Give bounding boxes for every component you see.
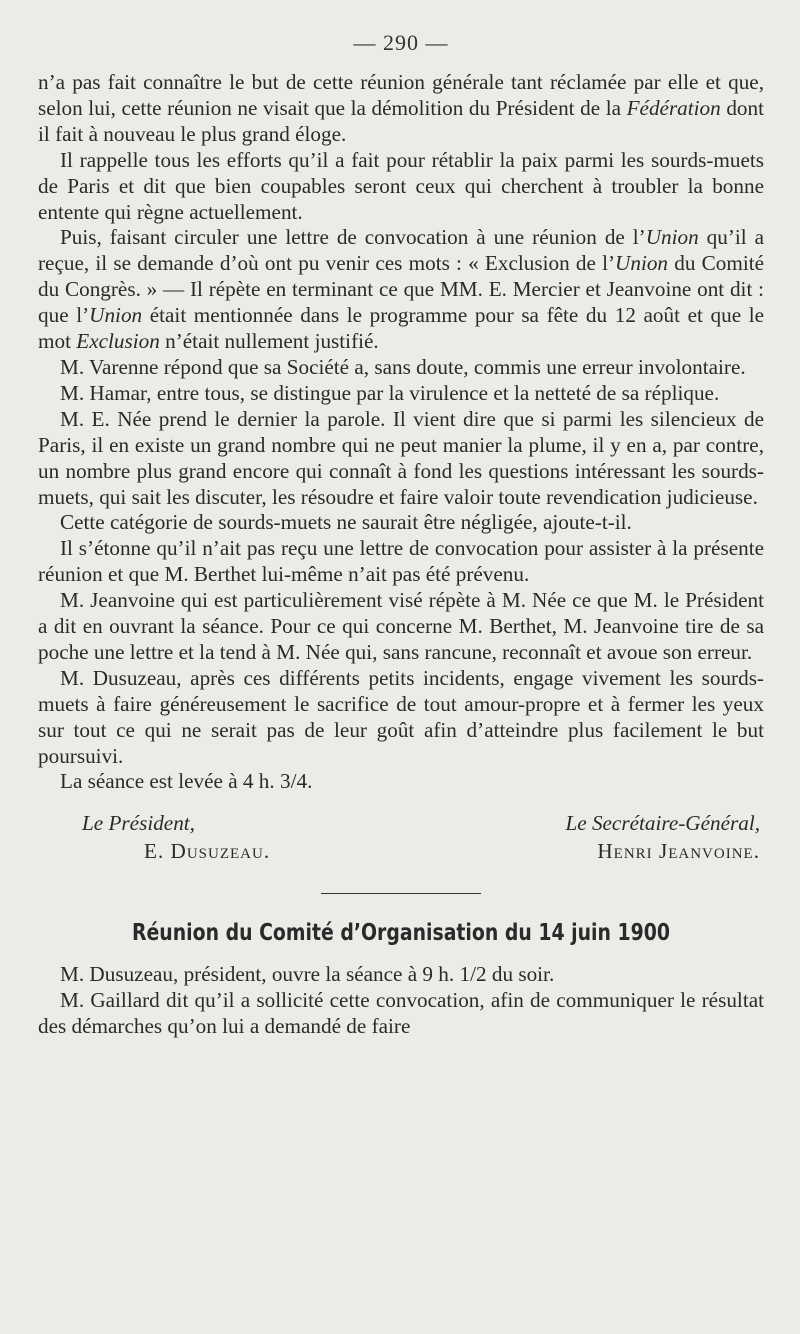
text-run: M. Jeanvoine qui est particulièrement visé répète à M. Née ce que M. le Président a dit en ouvrant la séance. Pour ce qui concerne M. Berthet, M. Jeanvoine tire de sa poche une lettre et la tend à M. Née qui, sans rancune, reconnaît et avoue son erreur. [38,588,764,664]
secretary-signature [565,809,764,865]
text-run: M. E. Née prend le dernier la parole. Il vient dire que si parmi les silencieux de Paris, il en existe un grand nombre qui ne peut manier la plume, il y en a, par contre, un nombre plus grand encore qui connaît à fond les questions intéressant les sourds-muets, qui sait les discuter, les résoudre et faire valoir toute revendication judicieuse. [38,406,764,509]
paragraph [38,407,764,511]
text-run: Il rappelle tous les efforts qu’il a fait pour rétablir la paix parmi les sourds-muets de Paris et dit que bien coupables seront ceux qui cherchent à troubler la bonne entente qui règne actuellement. [38,147,764,224]
paragraph [38,355,764,381]
paragraph [38,666,764,770]
text-run: qu’il a reçue, il se demande d’où ont pu venir ces mots : « Exclusion de l’ [38,225,765,276]
italic-text: Union [615,251,669,276]
paragraph [38,769,764,795]
italic-text: Fédération [626,95,721,120]
page-number: — 290 — [353,30,449,55]
paragraph [38,962,764,988]
paragraph [38,225,764,355]
paragraph [38,536,764,588]
paragraph [38,70,764,148]
text-run: M. Gaillard dit qu’il a sollicité cette convocation, afin de communiquer le résultat des démarches qu’on lui a demandé de faire [38,988,764,1039]
text-run: Cette catégorie de sourds-muets ne saurait être négligée, ajoute-t-il. [60,510,632,535]
text-run: M. Hamar, entre tous, se distingue par la virulence et la netteté de sa réplique. [60,380,720,405]
section-heading: Réunion du Comité d’Organisation du 14 juin 1900 [131,920,670,947]
text-run: était mentionnée dans le programme pour sa fête du 12 août et que le mot [38,303,765,354]
signature-block [38,809,764,865]
text-run: n’a pas fait connaître le but de cette réunion générale tant réclamée par elle et que, selon lui, cette réunion ne visait que la démolition du Président de la [38,70,764,120]
president-signature [38,809,270,865]
paragraph [38,588,764,666]
section-divider [321,893,481,894]
text-run: dont il fait à nouveau le plus grand éloge. [38,95,765,146]
text-run: n’était nullement justifié. [159,329,379,354]
paragraph [38,148,764,226]
text-run: M. Dusuzeau, après ces différents petits incidents, engage vivement les sourds-muets à faire généreusement le sacrifice de tout amour-propre et à fermer les yeux sur tout ce qui ne serait pas de leur goût afin d’atteindre plus facilement le but poursuivi. [38,665,764,768]
text-run: Il s’étonne qu’il n’ait pas reçu une lettre de convocation pour assister à la présente réunion et que M. Berthet lui-même n’ait pas été prévenu. [38,536,764,587]
president-title: Le Président, [82,811,195,836]
section-body [38,962,764,1040]
secretary-title: Le Secrétaire-Général, [565,811,760,836]
secretary-name: Henri Jeanvoine. [597,839,760,864]
paragraph [38,988,764,1040]
president-name: E. Dusuzeau. [144,839,271,864]
italic-text: Union [645,225,699,250]
text-run: M. Dusuzeau, président, ouvre la séance à 9 h. 1/2 du soir. [60,962,555,987]
text-run: M. Varenne répond que sa Société a, sans doute, commis une erreur involontaire. [60,354,746,379]
minutes-body [38,70,764,795]
paragraph [38,510,764,536]
text-run: Puis, faisant circuler une lettre de convocation à une réunion de l’ [60,225,646,250]
text-run: La séance est levée à 4 h. 3/4. [60,769,313,794]
italic-text: Union [89,303,143,328]
paragraph [38,381,764,407]
text-run: du Comité du Congrès. » — Il répète en terminant ce que MM. E. Mercier et Jeanvoine ont dit : que l’ [38,251,765,328]
italic-text: Exclusion [76,329,160,354]
